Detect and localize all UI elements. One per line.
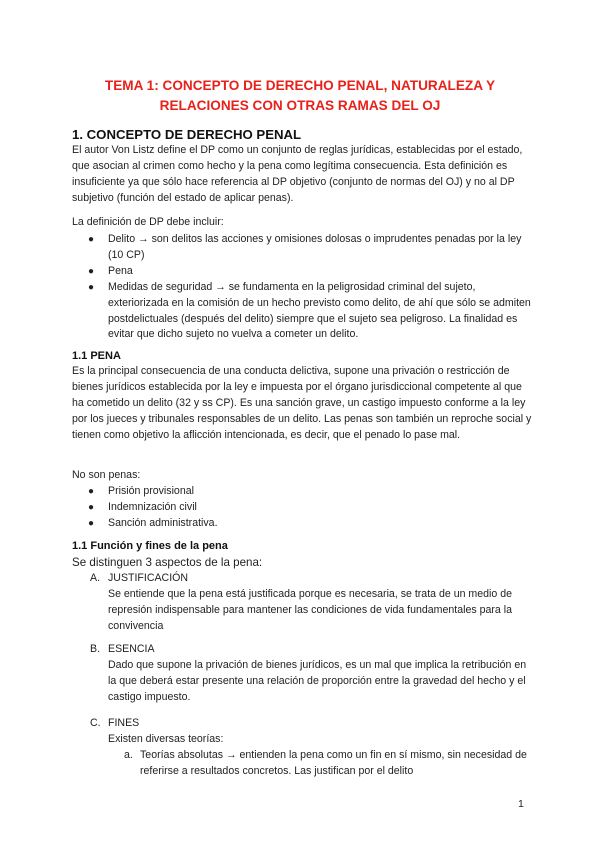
aspect-heading: JUSTIFICACIÓN bbox=[108, 572, 189, 584]
list-item: ● Sanción administrativa. bbox=[86, 516, 532, 532]
aspect-heading: ESENCIA bbox=[108, 643, 155, 655]
definition-list bbox=[86, 232, 532, 343]
section-1-heading: 1. CONCEPTO DE DERECHO PENAL bbox=[72, 127, 302, 142]
section-1-1-paragraph-2: No son penas: bbox=[72, 469, 141, 481]
bullet-icon: ● bbox=[88, 265, 95, 277]
page-number: 1 bbox=[518, 798, 524, 810]
aspect-body: Se entiende que la pena está justificada porque es necesaria, se trata de un medio de represión indispensable para mantener las condiciones de vida fundamentales para la convivencia bbox=[108, 587, 513, 632]
list-item: ● Medidas de seguridad → se fundamenta en la peligrosidad criminal del sujeto, exteriorizada en la comisión de un hecho previsto como delito, de ahí que sólo se admiten postdelictuales (después del delito) siempre que el sujeto sea peligroso. La finalidad es evitar que dicho sujeto no vuelva a cometer un delito. bbox=[88, 280, 531, 341]
bullet-icon: ● bbox=[88, 501, 95, 513]
sub-item-text: Teorías absolutas → entienden la pena como un fin en sí mismo, sin necesidad de referirse a resultados concretos. Las justifican por el delito bbox=[140, 749, 527, 777]
aspect-body: Dado que supone la privación de bienes jurídicos, es un mal que implica la retribución en la que deberá estar presente una relación de proporción entre la gravedad del hecho y el castigo impuesto. bbox=[108, 658, 527, 703]
section-1-paragraph-2: La definición de DP debe incluir: bbox=[72, 216, 224, 228]
list-item: ● Delito → son delitos las acciones y omisiones dolosas o imprudentes penadas por la ley (10 CP) bbox=[88, 233, 522, 261]
bullet-icon: ● bbox=[88, 517, 95, 529]
list-marker: B. bbox=[90, 643, 101, 655]
bullet-icon: ● bbox=[88, 486, 95, 497]
functions-intro: Se distinguen 3 aspectos de la pena: bbox=[72, 556, 263, 569]
list-marker: A. bbox=[90, 572, 101, 584]
aspect-heading: FINES bbox=[108, 717, 140, 729]
list-item: ● Indemnización civil bbox=[86, 500, 532, 516]
list-item: ● Prisión provisional bbox=[86, 484, 532, 500]
not-penalties-list bbox=[86, 484, 532, 532]
bullet-icon: ● bbox=[88, 234, 95, 245]
document-title bbox=[70, 76, 530, 116]
functions-heading: 1.1 Función y fines de la pena bbox=[72, 540, 228, 552]
bullet-icon: ● bbox=[88, 281, 95, 293]
section-1-paragraph-1: El autor Von Listz define el DP como un conjunto de reglas jurídicas, establecidas por el estado, que asocian al crimen como hecho y la pena como legítima consecuencia. Esta definición es insuficiente ya que sólo hace referencia al DP objetivo (conjunto de normas del OJ) y no al DP subjetivo (función del estado de aplicar penas). bbox=[72, 144, 523, 204]
title-line-1: TEMA 1: CONCEPTO DE DERECHO PENAL, NATURALEZA Y bbox=[104, 78, 496, 93]
list-item: ● Pena bbox=[86, 264, 532, 280]
list-marker: C. bbox=[90, 717, 101, 729]
section-1-1-heading: 1.1 PENA bbox=[72, 350, 121, 362]
list-marker: a. bbox=[124, 749, 133, 761]
aspect-body: Existen diversas teorías: bbox=[108, 732, 224, 745]
section-1-1-paragraph-1: Es la principal consecuencia de una conducta delictiva, supone una privación o restricción de bienes jurídicos establecida por la ley e impuesta por el órgano jurisdiccional competente al que ha cometido un delito (32 y ss CP). Es una sanción grave, un castigo impuesto conforme a la ley por los jueces y tribunales responsables de un delito. Las penas son también un reproche social y tienen como objetivo la aflicción intencionada, es decir, que el penado lo pase mal. bbox=[72, 365, 532, 441]
title-line-2: RELACIONES CON OTRAS RAMAS DEL OJ bbox=[159, 98, 441, 113]
